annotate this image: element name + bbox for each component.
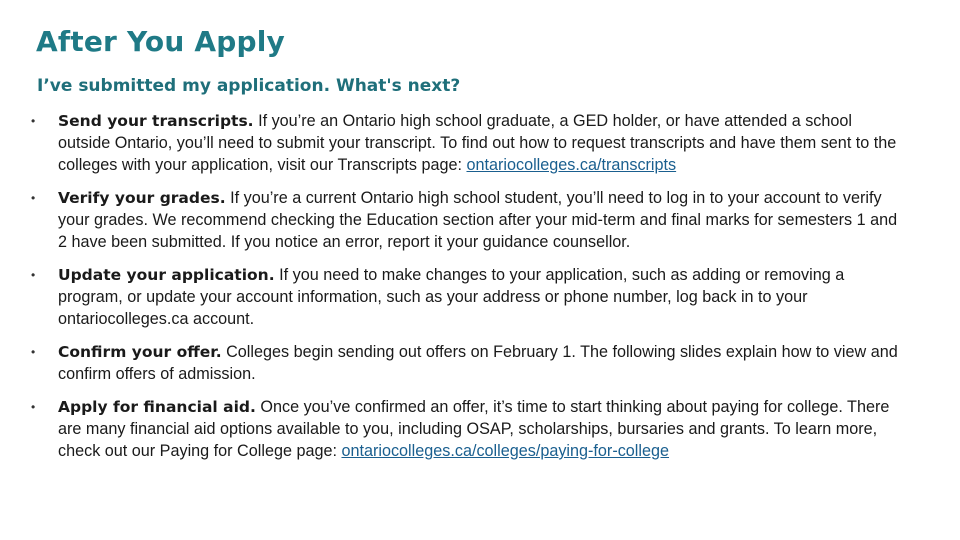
- list-item-financial-aid: [28, 396, 908, 462]
- transcripts-link[interactable]: ontariocolleges.ca/transcripts: [466, 156, 677, 174]
- bullet-icon: •: [31, 268, 36, 282]
- list-item-verify-grades: [28, 187, 908, 253]
- item-body: Colleges begin sending out offers on February 1. The following slides explain how to view and confirm offers of admission.: [58, 343, 898, 383]
- list-item-send-transcripts: [28, 110, 908, 176]
- item-lead: Apply for financial aid.: [58, 398, 256, 416]
- page-subtitle: I’ve submitted my application. What's next?: [37, 76, 461, 96]
- bullet-icon: •: [31, 191, 36, 205]
- item-body: Once you’ve confirmed an offer, it’s time to start thinking about paying for college. There are many financial aid options available to you, including OSAP, scholarships, bursaries and grants. To learn more, check out our Paying for College page:: [58, 398, 890, 460]
- bullet-icon: •: [31, 400, 36, 414]
- list-item-update-application: [28, 264, 908, 330]
- paying-for-college-link[interactable]: ontariocolleges.ca/colleges/paying-for-college: [341, 442, 670, 460]
- bullet-icon: •: [31, 114, 36, 128]
- item-body: If you’re an Ontario high school graduate, a GED holder, or have attended a school outside Ontario, you’ll need to submit your transcript. To find out how to request transcripts and have them sent to the colleges with your application, visit our Transcripts page:: [58, 112, 897, 174]
- item-lead: Update your application.: [58, 266, 275, 284]
- item-lead: Confirm your offer.: [58, 343, 222, 361]
- bullet-icon: •: [31, 345, 36, 359]
- item-body: If you need to make changes to your application, such as adding or removing a program, or update your account information, such as your address or phone number, log back in to your ontariocolleges.ca account.: [58, 266, 845, 328]
- next-steps-list: [28, 110, 908, 473]
- page-title: After You Apply: [36, 25, 286, 58]
- item-lead: Verify your grades.: [58, 189, 226, 207]
- item-body: If you’re a current Ontario high school student, you’ll need to log in to your account to verify your grades. We recommend checking the Education section after your mid-term and final marks for semesters 1 and 2 have been submitted. If you notice an error, report it your guidance counsellor.: [58, 189, 898, 251]
- list-item-confirm-offer: [28, 341, 908, 385]
- item-lead: Send your transcripts.: [58, 112, 254, 130]
